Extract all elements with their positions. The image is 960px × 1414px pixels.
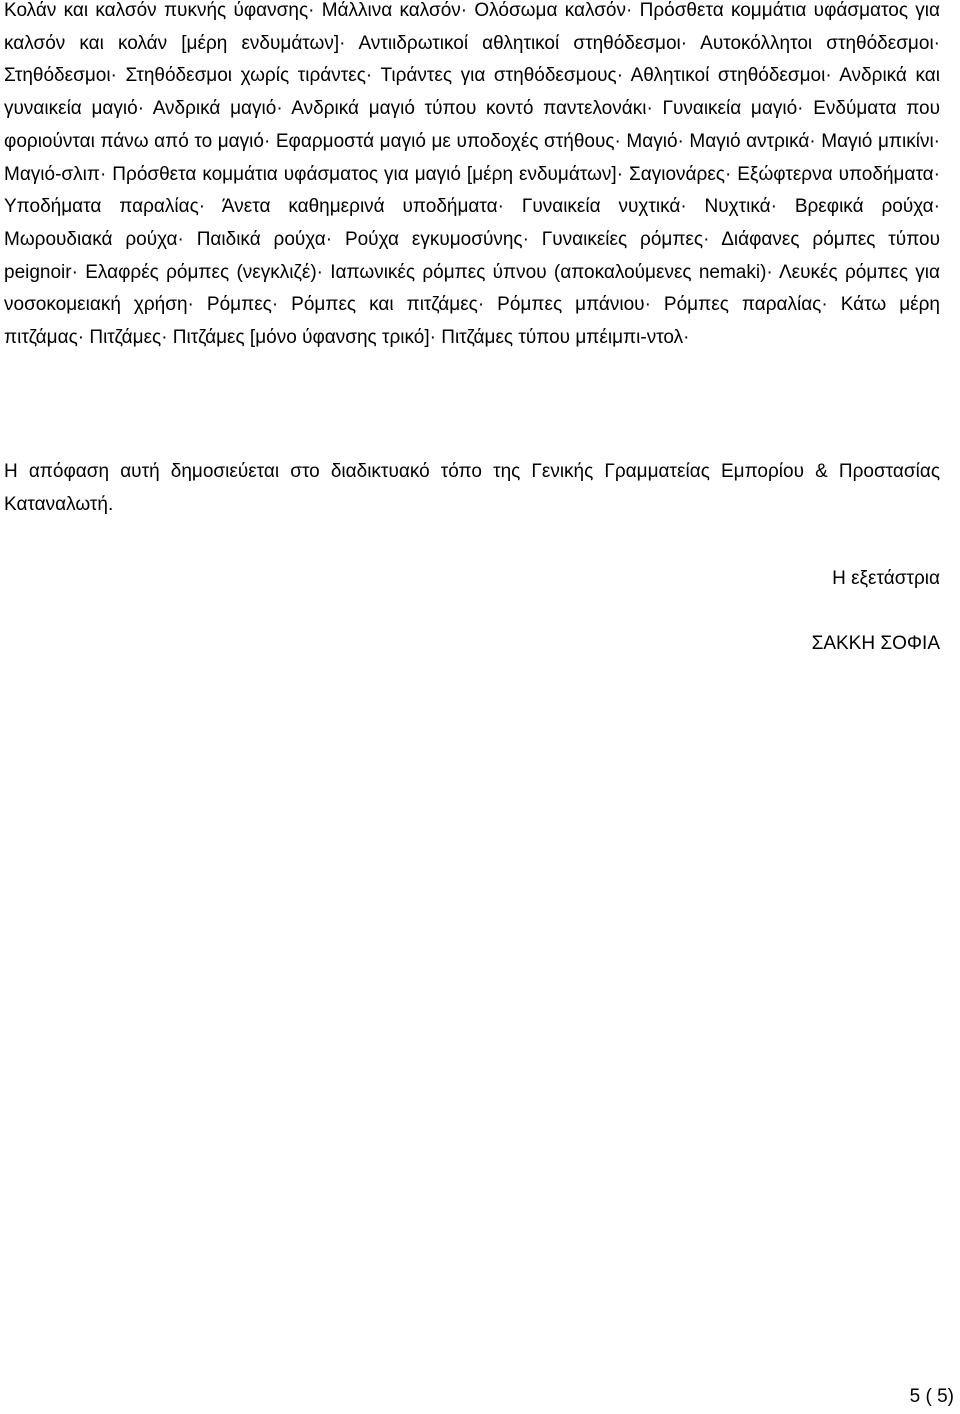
- goods-list-paragraph: Κολάν και καλσόν πυκνής ύφανσης· Μάλλινα καλσόν· Ολόσωμα καλσόν· Πρόσθετα κομμάτια υφάσματος για καλσόν και κολάν [μέρη ενδυμάτων]· Αντιιδρωτικοί αθλητικοί στηθόδεσμοι· Αυτοκόλλητοι στηθόδεσμοι· Στηθόδεσμοι· Στηθόδεσμοι χωρίς τιράντες· Τιράντες για στηθόδεσμους· Αθλητικοί στηθόδεσμοι· Ανδρικά και γυναικεία μαγιό· Ανδρικά μαγιό· Ανδρικά μαγιό τύπου κοντό παντελονάκι· Γυναικεία μαγιό· Ενδύματα που φοριούνται πάνω από το μαγιό· Εφαρμοστά μαγιό με υποδοχές στήθους· Μαγιό· Μαγιό αντρικά· Μαγιό μπικίνι· Μαγιό-σλιπ· Πρόσθετα κομμάτια υφάσματος για μαγιό [μέρη ενδυμάτων]· Σαγιονάρες· Εξώφτερνα υποδήματα· Υποδήματα παραλίας· Άνετα καθημερινά υποδήματα· Γυναικεία νυχτικά· Νυχτικά· Βρεφικά ρούχα· Μωρουδιακά ρούχα· Παιδικά ρούχα· Ρούχα εγκυμοσύνης· Γυναικείες ρόμπες· Διάφανες ρόμπες τύπου peignoir· Ελαφρές ρόμπες (νεγκλιζέ)· Ιαπωνικές ρόμπες ύπνου (αποκαλούμενες nemaki)· Λευκές ρόμπες για νοσοκομειακή χρήση· Ρόμπες· Ρόμπες και πιτζάμες· Ρόμπες μπάνιου· Ρόμπες παραλίας· Κάτω μέρη πιτζάμας· Πιτζάμες· Πιτζάμες [μόνο ύφανσης τρικό]· Πιτζάμες τύπου μπέιμπι-ντολ·: [4, 0, 940, 349]
- examiner-title: Η εξετάστρια: [832, 568, 940, 589]
- publication-note-paragraph: Η απόφαση αυτή δημοσιεύεται στο διαδικτυακό τόπο της Γενικής Γραμματείας Εμπορίου & Προστασίας Καταναλωτή.: [4, 461, 940, 515]
- examiner-name: ΣΑΚΚΗ ΣΟΦΙΑ: [811, 633, 940, 654]
- page-number: 5 ( 5): [909, 1386, 954, 1407]
